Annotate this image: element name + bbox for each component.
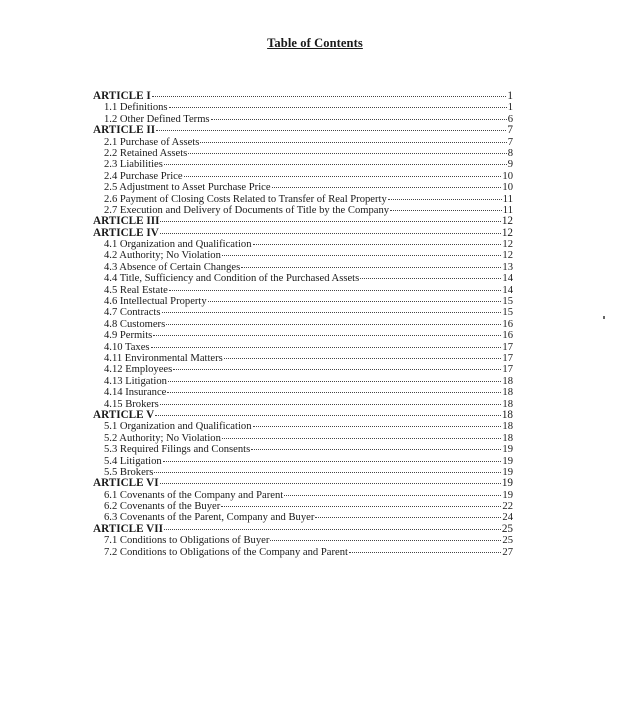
toc-page-number: 7: [507, 136, 513, 148]
dot-leader: [388, 199, 502, 200]
toc-section-entry: [93, 433, 513, 444]
toc-section-entry: [93, 285, 513, 296]
toc-page-number: 16: [502, 318, 513, 330]
toc-page-number: 17: [502, 364, 513, 376]
dot-leader: [153, 335, 501, 336]
toc-section-entry: [93, 319, 513, 330]
dot-leader: [163, 461, 502, 462]
toc-entry-label: 2.3 Liabilities: [104, 159, 163, 171]
toc-section-entry: [93, 262, 513, 273]
toc-page-number: 18: [502, 375, 513, 387]
toc-section-entry: [93, 273, 513, 284]
toc-entry-label: ARTICLE III: [93, 215, 160, 228]
toc-page-number: 14: [502, 273, 513, 285]
toc-page-number: 6: [507, 113, 513, 125]
toc-section-entry: [93, 501, 513, 512]
toc-page-number: 25: [502, 535, 513, 547]
toc-section-entry: [93, 148, 513, 159]
dot-leader: [253, 426, 502, 427]
dot-leader: [315, 517, 501, 518]
toc-page-number: 11: [502, 204, 513, 216]
toc-entry-label: 4.5 Real Estate: [104, 284, 168, 296]
dot-leader: [168, 381, 501, 382]
toc-section-entry: [93, 456, 513, 467]
toc-entry-label: 1.2 Other Defined Terms: [104, 113, 210, 125]
toc-section-entry: [93, 535, 513, 546]
toc-section-entry: [93, 421, 513, 432]
dot-leader: [270, 540, 501, 541]
toc-page-number: 22: [502, 501, 513, 513]
toc-page-number: 11: [502, 193, 513, 205]
toc-page-number: 19: [501, 477, 513, 490]
page-title: Table of Contents: [267, 36, 363, 50]
dot-leader: [160, 404, 502, 405]
scan-artifact: [603, 316, 605, 319]
toc-section-entry: [93, 102, 513, 113]
toc-section-entry: [93, 376, 513, 387]
toc-entry-label: 2.5 Adjustment to Asset Purchase Price: [104, 182, 271, 194]
toc-entry-label: 6.1 Covenants of the Company and Parent: [104, 489, 284, 501]
toc-page-number: 17: [502, 352, 513, 364]
dot-leader: [284, 495, 501, 496]
dot-leader: [156, 130, 506, 131]
toc-page-number: 18: [502, 421, 513, 433]
toc-page-number: 12: [501, 215, 513, 228]
dot-leader: [390, 210, 502, 211]
dot-leader: [211, 119, 507, 120]
dot-leader: [208, 301, 502, 302]
dot-leader: [349, 552, 501, 553]
toc-entry-label: 4.12 Employees: [104, 364, 173, 376]
toc-entry-label: 5.5 Brokers: [104, 466, 154, 478]
toc-page-number: 7: [507, 124, 513, 137]
dot-leader: [169, 290, 502, 291]
toc-entry-label: 4.14 Insurance: [104, 387, 167, 399]
dot-leader: [241, 267, 501, 268]
dot-leader: [169, 107, 507, 108]
toc-article-entry: [93, 228, 513, 239]
toc-entry-label: 4.1 Organization and Qualification: [104, 239, 252, 251]
dot-leader: [173, 369, 501, 370]
dot-leader: [162, 312, 502, 313]
toc-entry-label: 4.2 Authority; No Violation: [104, 250, 221, 262]
toc-page-number: 15: [502, 296, 513, 308]
toc-entry-label: 5.1 Organization and Qualification: [104, 421, 252, 433]
dot-leader: [166, 324, 501, 325]
toc-section-entry: [93, 114, 513, 125]
dot-leader: [272, 187, 502, 188]
toc-section-entry: [93, 387, 513, 398]
toc-page-number: 24: [502, 512, 513, 524]
dot-leader: [188, 153, 506, 154]
toc-page-number: 10: [502, 182, 513, 194]
toc-page-number: 8: [507, 147, 513, 159]
toc-section-entry: [93, 490, 513, 501]
dot-leader: [221, 506, 501, 507]
dot-leader: [151, 347, 502, 348]
toc-page-number: 18: [501, 408, 513, 421]
toc-entry-label: ARTICLE II: [93, 124, 156, 137]
toc-section-entry: [93, 399, 513, 410]
toc-section-entry: [93, 137, 513, 148]
toc-section-entry: [93, 239, 513, 250]
toc-page-number: 18: [502, 387, 513, 399]
toc-entry-label: 4.8 Customers: [104, 318, 166, 330]
toc-entry-label: 1.1 Definitions: [104, 102, 168, 114]
toc-list: [93, 91, 513, 558]
dot-leader: [152, 96, 507, 97]
toc-page-number: 16: [502, 330, 513, 342]
toc-page-number: 18: [502, 432, 513, 444]
dot-leader: [160, 483, 501, 484]
toc-entry-label: 7.1 Conditions to Obligations of Buyer: [104, 535, 270, 547]
toc-entry-label: ARTICLE I: [93, 90, 151, 102]
toc-entry-label: 4.6 Intellectual Property: [104, 296, 207, 308]
toc-section-entry: [93, 250, 513, 261]
toc-section-entry: [93, 159, 513, 170]
toc-entry-label: 6.2 Covenants of the Buyer: [104, 501, 221, 513]
toc-page-number: 17: [502, 341, 513, 353]
toc-page-number: 1: [507, 90, 513, 102]
dot-leader: [360, 278, 501, 279]
toc-section-entry: [93, 182, 513, 193]
dot-leader: [222, 255, 502, 256]
toc-entry-label: 7.2 Conditions to Obligations of the Company and Parent: [104, 546, 348, 558]
toc-entry-label: 4.15 Brokers: [104, 398, 159, 410]
dot-leader: [164, 164, 507, 165]
dot-leader: [222, 438, 502, 439]
toc-page-number: 13: [502, 261, 513, 273]
dot-leader: [160, 221, 500, 222]
toc-page-number: 12: [502, 239, 513, 251]
toc-section-entry: [93, 547, 513, 558]
toc-section-entry: [93, 296, 513, 307]
dot-leader: [200, 142, 506, 143]
toc-page-number: 19: [502, 466, 513, 478]
toc-entry-label: 4.9 Permits: [104, 330, 153, 342]
toc-article-entry: [93, 524, 513, 535]
toc-article-entry: [93, 91, 513, 102]
toc-entry-label: ARTICLE VI: [93, 477, 159, 490]
toc-entry-label: 2.7 Execution and Delivery of Documents of Title by the Company: [104, 204, 390, 216]
dot-leader: [251, 449, 501, 450]
toc-article-entry: [93, 125, 513, 136]
dot-leader: [224, 358, 502, 359]
toc-article-entry: [93, 216, 513, 227]
dot-leader: [253, 244, 502, 245]
dot-leader: [155, 415, 501, 416]
toc-entry-label: 2.4 Purchase Price: [104, 170, 183, 182]
toc-page-number: 19: [502, 455, 513, 467]
toc-entry-label: 4.4 Title, Sufficiency and Condition of the Purchased Assets: [104, 273, 360, 285]
dot-leader: [164, 529, 501, 530]
toc-entry-label: 5.3 Required Filings and Consents: [104, 444, 251, 456]
dot-leader: [167, 392, 501, 393]
toc-page-number: 9: [507, 159, 513, 171]
toc-section-entry: [93, 171, 513, 182]
toc-page-number: 14: [502, 284, 513, 296]
toc-entry-label: 6.3 Covenants of the Parent, Company and Buyer: [104, 512, 315, 524]
toc-page-number: 1: [507, 102, 513, 114]
dot-leader: [160, 233, 501, 234]
toc-section-entry: [93, 307, 513, 318]
toc-entry-label: ARTICLE VII: [93, 522, 163, 535]
toc-entry-label: ARTICLE IV: [93, 226, 159, 239]
toc-page-number: 27: [502, 546, 513, 558]
toc-section-entry: [93, 330, 513, 341]
toc-entry-label: 2.2 Retained Assets: [104, 147, 188, 159]
toc-entry-label: ARTICLE V: [93, 408, 155, 421]
toc-page-number: 15: [502, 307, 513, 319]
toc-entry-label: 2.1 Purchase of Assets: [104, 136, 200, 148]
toc-page-number: 18: [502, 398, 513, 410]
toc-entry-label: 5.4 Litigation: [104, 455, 162, 467]
toc-page-number: 19: [502, 444, 513, 456]
toc-page-number: 19: [502, 489, 513, 501]
toc-entry-label: 4.10 Taxes: [104, 341, 150, 353]
toc-article-entry: [93, 478, 513, 489]
toc-section-entry: [93, 194, 513, 205]
toc-entry-label: 4.11 Environmental Matters: [104, 352, 223, 364]
toc-section-entry: [93, 353, 513, 364]
dot-leader: [184, 176, 502, 177]
toc-section-entry: [93, 342, 513, 353]
toc-entry-label: 4.13 Litigation: [104, 375, 167, 387]
toc-page-number: 10: [502, 170, 513, 182]
toc-article-entry: [93, 410, 513, 421]
toc-page-number: 12: [502, 250, 513, 262]
toc-page-number: 12: [501, 226, 513, 239]
toc-section-entry: [93, 444, 513, 455]
toc-entry-label: 4.3 Absence of Certain Changes: [104, 261, 241, 273]
toc-entry-label: 5.2 Authority; No Violation: [104, 432, 221, 444]
toc-page-number: 25: [501, 522, 513, 535]
toc-entry-label: 2.6 Payment of Closing Costs Related to Transfer of Real Property: [104, 193, 387, 205]
dot-leader: [154, 472, 501, 473]
toc-section-entry: [93, 364, 513, 375]
toc-entry-label: 4.7 Contracts: [104, 307, 161, 319]
